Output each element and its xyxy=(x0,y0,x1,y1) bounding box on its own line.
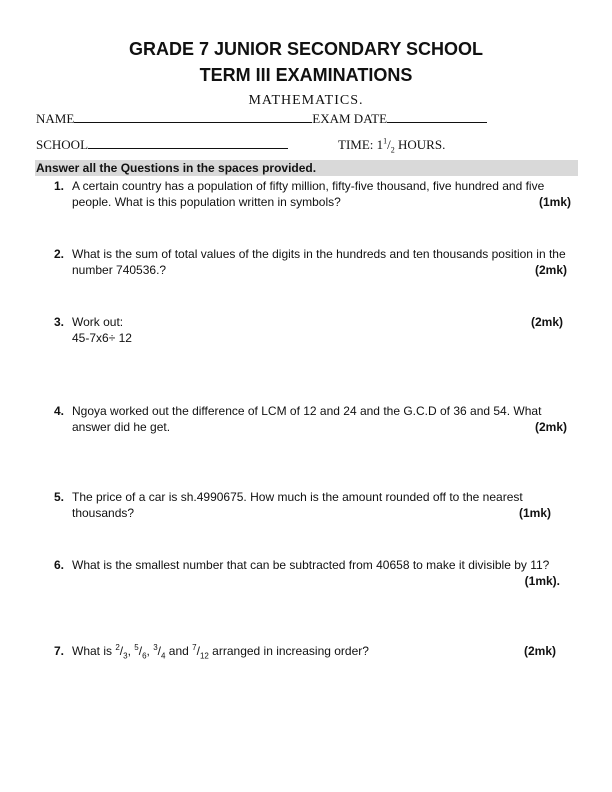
question-marks: (2mk) xyxy=(530,315,563,329)
question-number: 1. xyxy=(54,179,65,193)
question-3 xyxy=(54,314,575,346)
school-title: GRADE 7 JUNIOR SECONDARY SCHOOL xyxy=(128,39,484,59)
instructions-text: Answer all the Questions in the spaces provided. xyxy=(36,161,317,175)
question-text: A certain country has a population of fifty million, fifty-five thousand, five hundred and five people. What is this population written in symbols? xyxy=(72,179,545,209)
fraction-numerator: 7 xyxy=(192,643,197,652)
name-field xyxy=(36,111,487,127)
fraction-separator: and xyxy=(165,644,193,658)
exam-term-title: TERM III EXAMINATIONS xyxy=(199,65,413,85)
question-2 xyxy=(54,246,575,278)
exam-date-label: EXAM DATE xyxy=(312,111,388,126)
question-marks: (1mk). xyxy=(524,574,560,588)
question-marks: (2mk) xyxy=(523,644,556,658)
question-7 xyxy=(54,643,575,659)
fraction-numerator: 2 xyxy=(115,643,120,652)
name-line[interactable] xyxy=(74,121,312,123)
fraction-numerator: 3 xyxy=(153,643,158,652)
school-line[interactable] xyxy=(88,147,288,149)
question-text: The price of a car is sh.4990675. How much is the amount rounded off to the nearest thousands? xyxy=(72,490,523,520)
fraction-denominator: 3 xyxy=(123,651,128,661)
text-prefix: What is xyxy=(72,644,116,658)
question-text: What is $^2/_3$, $^5/_6$, $^3/_4$ and $^7/_{12}$ arranged in increasing order? xyxy=(72,643,369,661)
question-number: 6. xyxy=(54,558,65,572)
question-text: What is the smallest number that can be subtracted from 40658 to make it divisible by 11? xyxy=(72,558,550,572)
text-suffix: arranged in increasing order? xyxy=(208,644,369,658)
question-5 xyxy=(54,489,575,521)
time-numerator: 1 xyxy=(383,136,388,146)
time-prefix: TIME: 1 xyxy=(338,137,384,152)
question-text: Work out: xyxy=(72,315,124,329)
time-separator: / xyxy=(387,137,391,152)
question-marks: (1mk) xyxy=(538,195,571,209)
question-number: 3. xyxy=(54,315,65,329)
fraction-denominator: 12 xyxy=(199,651,209,661)
question-4 xyxy=(54,403,575,435)
exam-date-line[interactable] xyxy=(387,121,487,123)
question-expression: 45-7x6÷ 12 xyxy=(72,331,132,345)
question-marks: (2mk) xyxy=(534,420,567,434)
question-number: 5. xyxy=(54,490,65,504)
fraction-numerator: 5 xyxy=(134,643,139,652)
time-denominator: 2 xyxy=(390,145,395,155)
question-6 xyxy=(54,557,575,588)
question-marks: (1mk) xyxy=(518,506,551,520)
time-suffix: HOURS. xyxy=(394,137,446,152)
fraction-separator: , xyxy=(146,644,154,658)
school-field xyxy=(36,137,288,153)
name-label: NAME xyxy=(36,111,75,126)
question-text: Ngoya worked out the difference of LCM of 12 and 24 and the G.C.D of 36 and 54. What answer did he get. xyxy=(72,404,542,434)
fraction-denominator: 4 xyxy=(160,651,166,661)
subject-title: MATHEMATICS. xyxy=(248,93,364,108)
school-label: SCHOOL xyxy=(36,137,89,152)
question-number: 4. xyxy=(54,404,65,418)
fraction-separator: , xyxy=(127,644,135,658)
question-number: 2. xyxy=(54,247,65,261)
question-1 xyxy=(54,178,575,210)
question-number: 7. xyxy=(54,644,65,658)
time-field xyxy=(338,137,445,153)
fraction-denominator: 6 xyxy=(142,651,147,661)
question-marks: (2mk) xyxy=(534,263,567,277)
question-text: What is the sum of total values of the digits in the hundreds and ten thousands position in the number 740536.? xyxy=(72,247,566,277)
